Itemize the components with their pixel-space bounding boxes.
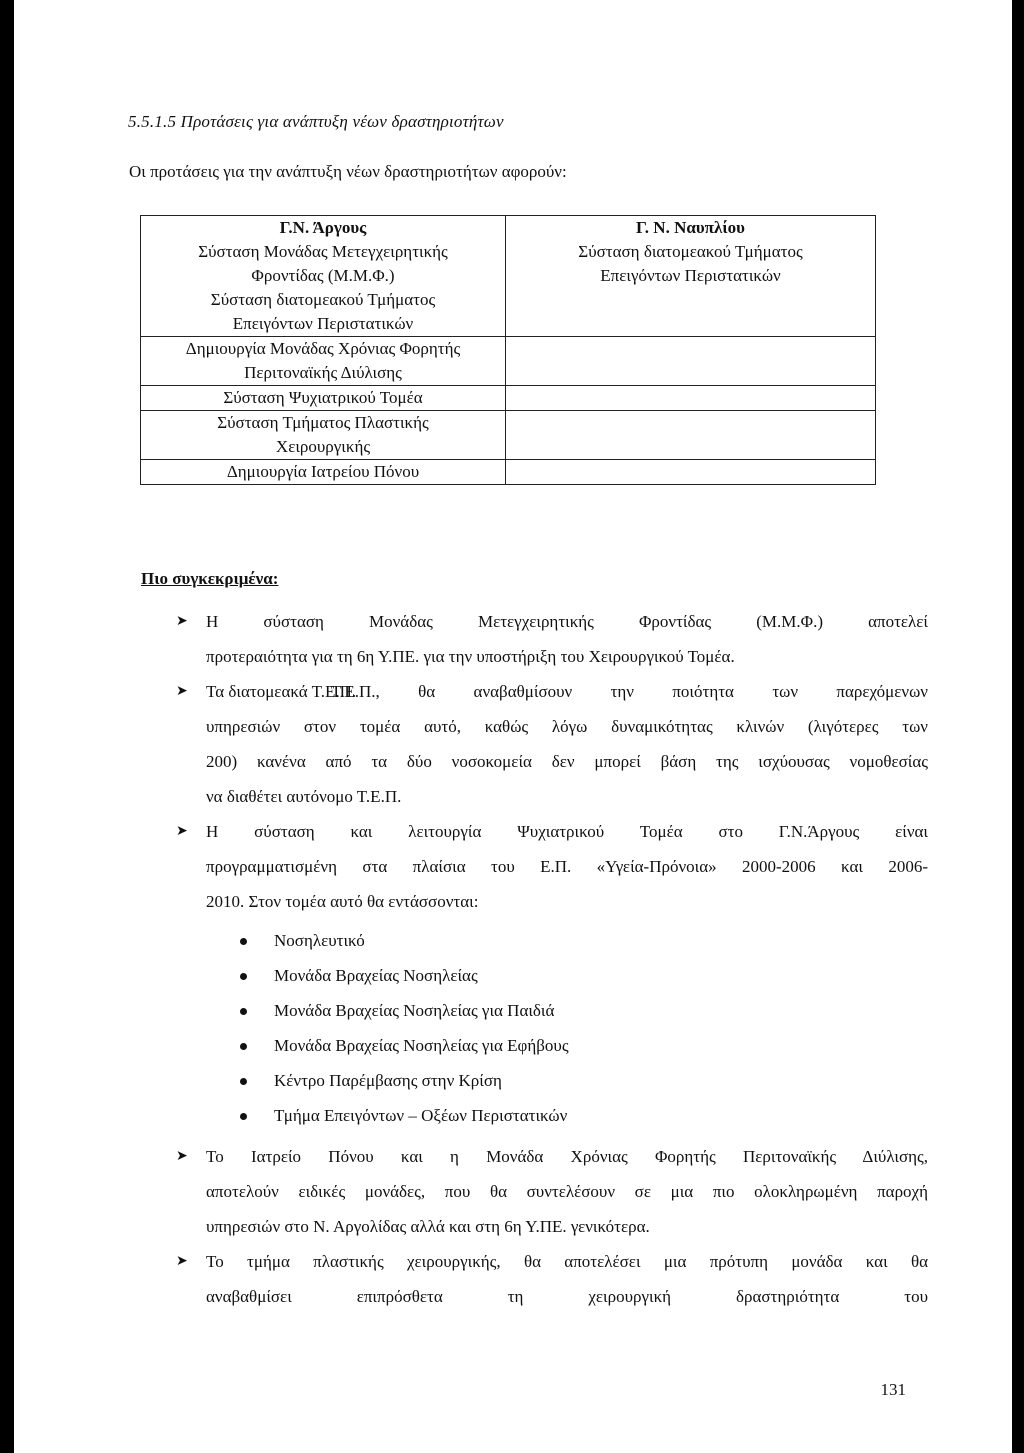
section-heading: 5.5.1.5 Προτάσεις για ανάπτυξη νέων δραστηριοτήτων: [128, 112, 504, 131]
table-cell-empty: [506, 411, 876, 460]
table-header-argos: Γ.Ν. Άργους Σύσταση Μονάδας Μετεγχειρητικής Φροντίδας (Μ.Μ.Φ.) Σύσταση διατομεακού Τμήματος Επειγόντων Περιστατικών: [141, 216, 506, 337]
sub-list-item: Μονάδα Βραχείας Νοσηλείας για Εφήβους: [240, 1028, 928, 1063]
table-cell: Σύσταση Τμήματος Πλαστικής Χειρουργικής: [141, 411, 506, 460]
subheading: Πιο συγκεκριμένα:: [141, 569, 279, 588]
sub-bullet-list: [240, 923, 928, 1133]
bullet-list: [176, 604, 928, 1314]
sub-list-item: Τμήμα Επειγόντων – Οξέων Περιστατικών: [240, 1098, 928, 1133]
sub-list-item: Μονάδα Βραχείας Νοσηλείας: [240, 958, 928, 993]
arrow-bullet-icon: ➤: [176, 614, 188, 629]
table-cell: Δημιουργία Μονάδας Χρόνιας Φορητής Περιτοναϊκής Διύλισης: [141, 337, 506, 386]
table-header-nafplio: Γ. Ν. Ναυπλίου Σύσταση διατομεακού Τμήματος Επειγόντων Περιστατικών: [506, 216, 876, 337]
list-item: ➤ Η σύσταση και λειτουργία Ψυχιατρικού Τομέα στο Γ.Ν.Άργους είναι προγραμματισμένη στα πλαίσια του Ε.Π. «Υγεία-Πρόνοια» 2000-2006 και 2006- 2010. Στον τομέα αυτό θα εντάσσονται:: [176, 814, 928, 919]
table-cell-empty: [506, 460, 876, 485]
arrow-bullet-icon: ➤: [176, 1254, 188, 1269]
table-cell: Σύσταση Ψυχιατρικού Τομέα: [141, 386, 506, 411]
arrow-bullet-icon: ➤: [176, 1149, 188, 1164]
list-item: ➤ Το Ιατρείο Πόνου και η Μονάδα Χρόνιας Φορητής Περιτοναϊκής Διύλισης, αποτελούν ειδικές μονάδες, που θα συντελέσουν σε μια πιο ολοκληρωμένη παροχή υπηρεσιών στο Ν. Αργολίδας αλλά και στη 6η Υ.ΠΕ. γενικότερα.: [176, 1139, 928, 1244]
list-item: ➤ Το τμήμα πλαστικής χειρουργικής, θα αποτελέσει μια πρότυπη μονάδα και θα αναβαθμίσει επιπρόσθετα τη χειρουργική δραστηριότητα του: [176, 1244, 928, 1314]
list-item: ➤ Τα διατομεακά Τ.Ε.Π.: [176, 674, 928, 709]
table-cell-empty: [506, 386, 876, 411]
list-item: Τ.Ε.Π., θα αναβαθμίσουν την ποιότητα των παρεχόμενων υπηρεσιών στον τομέα αυτό, καθώς λόγω δυναμικότητας κλινών (λιγότερες των 200) κανένα από τα δύο νοσοκομεία δεν μπορεί βάση της ισχύουσας νομοθεσίας να διαθέτει αυτόνομο Τ.Ε.Π.: [206, 682, 928, 806]
sub-list-item: Νοσηλευτικό: [240, 923, 928, 958]
arrow-bullet-icon: ➤: [176, 684, 188, 699]
arrow-bullet-icon: ➤: [176, 824, 188, 839]
table-cell-empty: [506, 337, 876, 386]
intro-text: Οι προτάσεις για την ανάπτυξη νέων δραστηριοτήτων αφορούν:: [129, 162, 567, 181]
sub-list-item: Κέντρο Παρέμβασης στην Κρίση: [240, 1063, 928, 1098]
list-item: ➤ Η σύσταση Μονάδας Μετεγχειρητικής Φροντίδας (Μ.Μ.Φ.) αποτελεί προτεραιότητα για τη 6η Υ.ΠΕ. για την υποστήριξη του Χειρουργικού Τομέα.: [176, 604, 928, 674]
table-cell: Δημιουργία Ιατρείου Πόνου: [141, 460, 506, 485]
sub-list-item: Μονάδα Βραχείας Νοσηλείας για Παιδιά: [240, 993, 928, 1028]
comparison-table: [140, 215, 876, 485]
page-number: 131: [880, 1380, 906, 1399]
